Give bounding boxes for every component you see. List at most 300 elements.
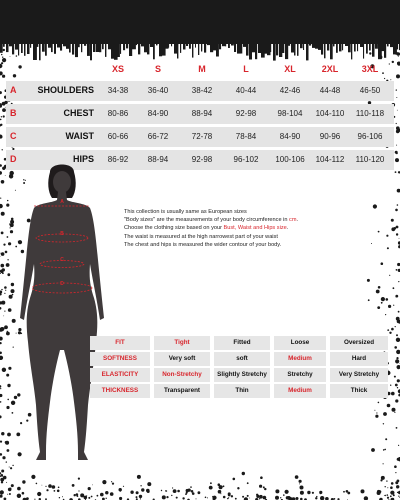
grunge-drip xyxy=(330,42,333,59)
grunge-speck xyxy=(263,496,267,500)
grunge-drip xyxy=(39,42,41,60)
grunge-drip xyxy=(135,42,137,45)
size-value: 60-66 xyxy=(107,132,129,141)
grunge-speck xyxy=(136,491,139,494)
grunge-speck xyxy=(6,204,9,207)
grunge-speck xyxy=(259,485,262,488)
grunge-speck xyxy=(396,317,400,321)
property-row-softness xyxy=(90,352,390,366)
grunge-speck xyxy=(364,496,368,500)
grunge-speck xyxy=(387,404,391,408)
grunge-speck xyxy=(209,486,213,490)
grunge-drip xyxy=(54,42,56,54)
grunge-drip xyxy=(174,42,178,54)
grunge-speck xyxy=(1,54,2,55)
grunge-drip xyxy=(297,42,299,56)
grunge-drip xyxy=(126,42,128,48)
grunge-speck xyxy=(392,408,396,412)
grunge-drip xyxy=(279,42,282,57)
grunge-drip xyxy=(309,42,311,46)
grunge-speck xyxy=(1,180,5,184)
grunge-speck xyxy=(247,482,249,484)
size-value: 84-90 xyxy=(279,132,301,141)
grunge-speck xyxy=(17,487,21,491)
grunge-speck xyxy=(210,482,212,484)
grunge-speck xyxy=(171,495,172,496)
grunge-speck xyxy=(376,412,377,413)
size-header-row xyxy=(6,64,394,78)
grunge-drip xyxy=(339,42,342,51)
grunge-speck xyxy=(0,415,2,418)
grunge-drip xyxy=(51,42,53,52)
grunge-drip xyxy=(99,42,101,52)
grunge-drip xyxy=(231,42,234,46)
grunge-speck xyxy=(177,490,180,493)
grunge-speck xyxy=(59,497,60,498)
grunge-drip xyxy=(57,42,60,48)
grunge-speck xyxy=(105,491,108,494)
grunge-drip xyxy=(183,42,186,50)
grunge-drip xyxy=(225,42,226,46)
grunge-speck xyxy=(395,295,398,298)
size-notes xyxy=(124,208,364,249)
grunge-speck xyxy=(9,493,11,495)
grunge-drip xyxy=(360,42,363,47)
grunge-speck xyxy=(10,227,11,228)
property-value-selected: Tight xyxy=(154,336,210,350)
grunge-drip xyxy=(30,42,31,48)
grunge-speck xyxy=(37,492,41,496)
grunge-speck xyxy=(1,289,2,290)
grunge-drip xyxy=(177,42,178,59)
grunge-drip xyxy=(105,42,106,57)
grunge-speck xyxy=(88,487,91,490)
grunge-speck xyxy=(190,486,192,488)
grunge-speck xyxy=(5,251,8,254)
grunge-speck xyxy=(0,388,1,389)
grunge-drip xyxy=(390,42,393,47)
grunge-drip xyxy=(258,42,261,53)
grunge-speck xyxy=(7,273,10,276)
size-value: 72-78 xyxy=(191,132,213,141)
grunge-speck xyxy=(383,423,384,424)
grunge-speck xyxy=(259,495,263,499)
grunge-speck xyxy=(1,470,4,473)
grunge-speck xyxy=(8,242,11,245)
grunge-speck xyxy=(386,298,389,301)
grunge-drip xyxy=(12,42,14,54)
marker-a: A xyxy=(60,199,64,205)
grunge-speck xyxy=(147,482,151,486)
size-row-shoulders xyxy=(6,81,394,101)
grunge-drip xyxy=(81,42,82,52)
grunge-speck xyxy=(4,286,7,289)
grunge-drip xyxy=(345,42,348,46)
grunge-speck xyxy=(381,476,385,480)
grunge-speck xyxy=(110,492,114,496)
grunge-drip xyxy=(324,42,326,58)
property-value: Slightly Stretchy xyxy=(214,368,270,382)
grunge-speck xyxy=(7,236,9,238)
size-value: 44-48 xyxy=(319,86,341,95)
grunge-drip xyxy=(288,42,290,46)
grunge-drip xyxy=(42,42,45,52)
grunge-speck xyxy=(397,480,400,483)
grunge-speck xyxy=(0,91,2,94)
size-header-s: S xyxy=(154,64,161,74)
marker-c: C xyxy=(60,257,64,263)
grunge-speck xyxy=(396,334,398,336)
size-row-chest xyxy=(6,104,394,124)
grunge-speck xyxy=(361,489,365,493)
grunge-speck xyxy=(2,268,5,271)
grunge-speck xyxy=(9,295,13,299)
size-header-2xl: 2XL xyxy=(321,64,339,74)
grunge-drip xyxy=(303,42,304,50)
grunge-speck xyxy=(397,379,400,382)
grunge-drip xyxy=(186,42,188,46)
size-header-l: L xyxy=(243,64,249,74)
grunge-speck xyxy=(1,252,5,256)
grunge-speck xyxy=(161,490,162,491)
grunge-speck xyxy=(4,293,5,294)
grunge-speck xyxy=(7,331,8,332)
grunge-speck xyxy=(146,489,150,493)
grunge-speck xyxy=(36,483,38,485)
property-row-fit xyxy=(90,336,390,350)
grunge-speck xyxy=(383,463,384,464)
grunge-speck xyxy=(394,227,397,230)
grunge-speck xyxy=(0,342,2,344)
grunge-speck xyxy=(378,286,381,289)
size-value: 88-94 xyxy=(191,109,213,118)
grunge-drip xyxy=(216,42,219,57)
grunge-speck xyxy=(1,301,5,305)
grunge-speck xyxy=(231,495,233,497)
grunge-drip xyxy=(171,42,172,46)
grunge-speck xyxy=(384,449,386,451)
grunge-speck xyxy=(0,356,3,360)
grunge-speck xyxy=(397,110,398,111)
body-figure xyxy=(14,160,110,472)
grunge-speck xyxy=(283,494,285,496)
grunge-speck xyxy=(218,490,222,494)
grunge-speck xyxy=(387,497,389,499)
grunge-drip xyxy=(384,42,386,58)
fabric-properties-table xyxy=(90,336,390,400)
grunge-speck xyxy=(391,219,394,222)
grunge-speck xyxy=(260,476,263,479)
grunge-drip xyxy=(156,42,158,45)
grunge-speck xyxy=(385,314,386,315)
grunge-drip xyxy=(36,42,38,47)
grunge-speck xyxy=(188,489,191,492)
grunge-speck xyxy=(383,449,385,451)
grunge-speck xyxy=(395,384,398,387)
grunge-speck xyxy=(374,410,375,411)
grunge-speck xyxy=(389,332,391,334)
grunge-speck xyxy=(1,432,4,435)
grunge-drip xyxy=(21,42,23,53)
grunge-speck xyxy=(378,231,380,233)
grunge-speck xyxy=(397,52,400,56)
grunge-speck xyxy=(11,484,14,487)
grunge-speck xyxy=(137,475,141,479)
size-value: 104-112 xyxy=(315,155,345,164)
grunge-drip xyxy=(78,42,80,47)
grunge-speck xyxy=(386,480,387,481)
grunge-drip xyxy=(45,42,47,56)
grunge-speck xyxy=(0,291,2,294)
grunge-speck xyxy=(398,445,399,446)
grunge-speck xyxy=(395,209,398,212)
grunge-speck xyxy=(384,495,385,496)
grunge-speck xyxy=(2,75,5,78)
property-value: Thick xyxy=(330,384,388,398)
grunge-speck xyxy=(394,465,397,468)
grunge-speck xyxy=(9,174,13,178)
size-value: 100-106 xyxy=(275,155,305,164)
grunge-speck xyxy=(396,97,397,98)
size-value: 40-44 xyxy=(235,86,257,95)
property-value-selected: Medium xyxy=(274,352,326,366)
grunge-speck xyxy=(396,338,400,342)
grunge-speck xyxy=(395,359,399,363)
grunge-speck xyxy=(31,475,35,479)
grunge-speck xyxy=(112,483,114,485)
note-line-1: This collection is usually same as European sizes xyxy=(124,209,247,215)
grunge-drip xyxy=(72,42,74,55)
grunge-speck xyxy=(316,496,317,497)
grunge-speck xyxy=(223,485,225,487)
grunge-drip xyxy=(321,42,323,55)
property-value: Very soft xyxy=(154,352,210,366)
grunge-speck xyxy=(235,498,237,500)
grunge-speck xyxy=(0,478,4,482)
grunge-speck xyxy=(343,491,345,493)
grunge-drip xyxy=(315,42,318,49)
grunge-speck xyxy=(6,406,9,409)
size-value: 78-84 xyxy=(235,132,257,141)
grunge-drip xyxy=(108,42,111,49)
grunge-drip xyxy=(207,42,210,45)
grunge-speck xyxy=(397,459,398,460)
size-header-m: M xyxy=(198,64,206,74)
grunge-speck xyxy=(375,415,378,418)
grunge-drip xyxy=(354,42,356,52)
grunge-speck xyxy=(386,235,388,237)
grunge-speck xyxy=(387,494,389,496)
grunge-speck xyxy=(398,56,399,57)
grunge-drip xyxy=(87,42,90,56)
grunge-speck xyxy=(315,497,317,499)
grunge-speck xyxy=(396,485,399,488)
grunge-speck xyxy=(5,175,6,176)
note-line-4: The waist is measured at the high narrowest part of your waist xyxy=(124,233,278,240)
row-marker: A xyxy=(10,85,17,95)
grunge-drip xyxy=(336,42,338,53)
grunge-speck xyxy=(0,352,2,355)
grunge-speck xyxy=(381,302,383,304)
grunge-speck xyxy=(205,497,207,499)
grunge-speck xyxy=(2,476,3,477)
grunge-speck xyxy=(22,480,25,483)
grunge-drip xyxy=(165,42,169,49)
grunge-speck xyxy=(300,486,304,490)
grunge-speck xyxy=(91,496,93,498)
grunge-drip xyxy=(129,42,132,56)
grunge-speck xyxy=(48,484,52,488)
measurement-name: SHOULDERS xyxy=(37,85,94,95)
grunge-speck xyxy=(72,484,75,487)
grunge-speck xyxy=(285,490,289,494)
grunge-drip xyxy=(306,42,309,60)
size-value: 92-98 xyxy=(191,155,213,164)
size-value: 96-106 xyxy=(357,132,383,141)
grunge-speck xyxy=(377,306,380,309)
grunge-speck xyxy=(385,438,387,440)
grunge-speck xyxy=(393,305,394,306)
grunge-drip xyxy=(159,42,162,56)
grunge-speck xyxy=(300,491,304,495)
grunge-speck xyxy=(264,488,266,490)
grunge-speck xyxy=(8,488,12,492)
grunge-drip xyxy=(117,42,120,57)
grunge-speck xyxy=(74,494,76,496)
grunge-drip xyxy=(189,42,191,49)
grunge-speck xyxy=(396,357,398,359)
property-value: Loose xyxy=(274,336,326,350)
grunge-speck xyxy=(173,489,177,493)
grunge-speck xyxy=(371,243,372,244)
grunge-drip xyxy=(219,42,221,49)
grunge-speck xyxy=(346,490,349,493)
grunge-drip xyxy=(102,42,104,49)
grunge-speck xyxy=(207,497,208,498)
grunge-speck xyxy=(10,467,12,469)
grunge-drip xyxy=(204,42,206,53)
grunge-drip xyxy=(396,42,398,49)
property-row-elasticity xyxy=(90,368,390,382)
grunge-speck xyxy=(397,387,398,388)
size-header-xl: XL xyxy=(284,64,296,74)
size-header-3xl: 3XL xyxy=(361,64,379,74)
grunge-speck xyxy=(394,376,396,378)
grunge-speck xyxy=(0,293,2,295)
grunge-speck xyxy=(1,212,5,216)
grunge-speck xyxy=(52,485,56,489)
grunge-speck xyxy=(371,448,375,452)
grunge-drip xyxy=(375,42,378,49)
grunge-drip xyxy=(6,42,9,52)
size-value: 96-102 xyxy=(233,155,259,164)
grunge-drip xyxy=(249,42,252,60)
grunge-speck xyxy=(62,496,63,497)
property-value: soft xyxy=(214,352,270,366)
size-value: 92-98 xyxy=(235,109,257,118)
grunge-speck xyxy=(6,482,7,483)
grunge-speck xyxy=(385,495,386,496)
grunge-speck xyxy=(78,478,80,480)
grunge-speck xyxy=(10,56,11,57)
grunge-speck xyxy=(140,485,141,486)
grunge-speck xyxy=(0,441,2,443)
size-header-xs: XS xyxy=(111,64,124,74)
property-value: Hard xyxy=(330,352,388,366)
grunge-speck xyxy=(78,490,79,491)
grunge-drip xyxy=(90,42,92,60)
grunge-speck xyxy=(77,495,79,497)
grunge-speck xyxy=(392,61,394,63)
size-value: 34-38 xyxy=(107,86,129,95)
grunge-speck xyxy=(196,498,197,499)
grunge-speck xyxy=(398,311,400,313)
grunge-speck xyxy=(7,384,10,387)
grunge-speck xyxy=(377,490,381,494)
size-value: 80-86 xyxy=(107,109,129,118)
grunge-speck xyxy=(280,497,281,498)
grunge-speck xyxy=(191,490,194,493)
grunge-speck xyxy=(247,495,249,497)
row-marker: B xyxy=(10,108,17,118)
grunge-drip xyxy=(27,42,30,54)
size-value: 84-90 xyxy=(147,109,169,118)
grunge-drip xyxy=(192,42,193,58)
grunge-speck xyxy=(0,385,1,388)
grunge-speck xyxy=(381,262,384,265)
grunge-speck xyxy=(396,233,398,235)
property-header: SOFTNESS xyxy=(90,352,150,366)
grunge-speck xyxy=(136,496,138,498)
grunge-drip xyxy=(201,42,202,52)
size-value: 110-120 xyxy=(355,155,385,164)
grunge-speck xyxy=(0,198,1,199)
grunge-drip xyxy=(75,42,78,57)
grunge-drip xyxy=(150,42,153,47)
grunge-speck xyxy=(242,472,245,475)
grunge-speck xyxy=(2,456,5,459)
grunge-speck xyxy=(162,495,166,499)
size-value: 104-110 xyxy=(315,109,345,118)
grunge-speck xyxy=(390,486,393,489)
grunge-speck xyxy=(164,498,165,499)
grunge-speck xyxy=(198,491,201,494)
grunge-speck xyxy=(0,495,3,498)
grunge-speck xyxy=(0,253,1,254)
grunge-speck xyxy=(391,392,395,396)
grunge-speck xyxy=(299,480,302,483)
grunge-speck xyxy=(0,71,3,75)
grunge-speck xyxy=(0,337,3,341)
measurement-name: WAIST xyxy=(65,131,94,141)
grunge-speck xyxy=(1,264,5,268)
grunge-speck xyxy=(97,495,99,497)
grunge-speck xyxy=(6,263,10,267)
grunge-speck xyxy=(398,281,399,282)
grunge-speck xyxy=(3,244,5,246)
grunge-speck xyxy=(312,492,314,494)
grunge-speck xyxy=(182,497,184,499)
grunge-speck xyxy=(379,55,383,59)
property-header: FIT xyxy=(90,336,150,350)
grunge-drip xyxy=(270,42,271,52)
grunge-speck xyxy=(380,479,382,481)
grunge-speck xyxy=(383,412,387,416)
grunge-speck xyxy=(141,488,144,491)
grunge-speck xyxy=(130,491,133,494)
grunge-drip xyxy=(234,42,236,52)
grunge-drip xyxy=(0,42,3,53)
